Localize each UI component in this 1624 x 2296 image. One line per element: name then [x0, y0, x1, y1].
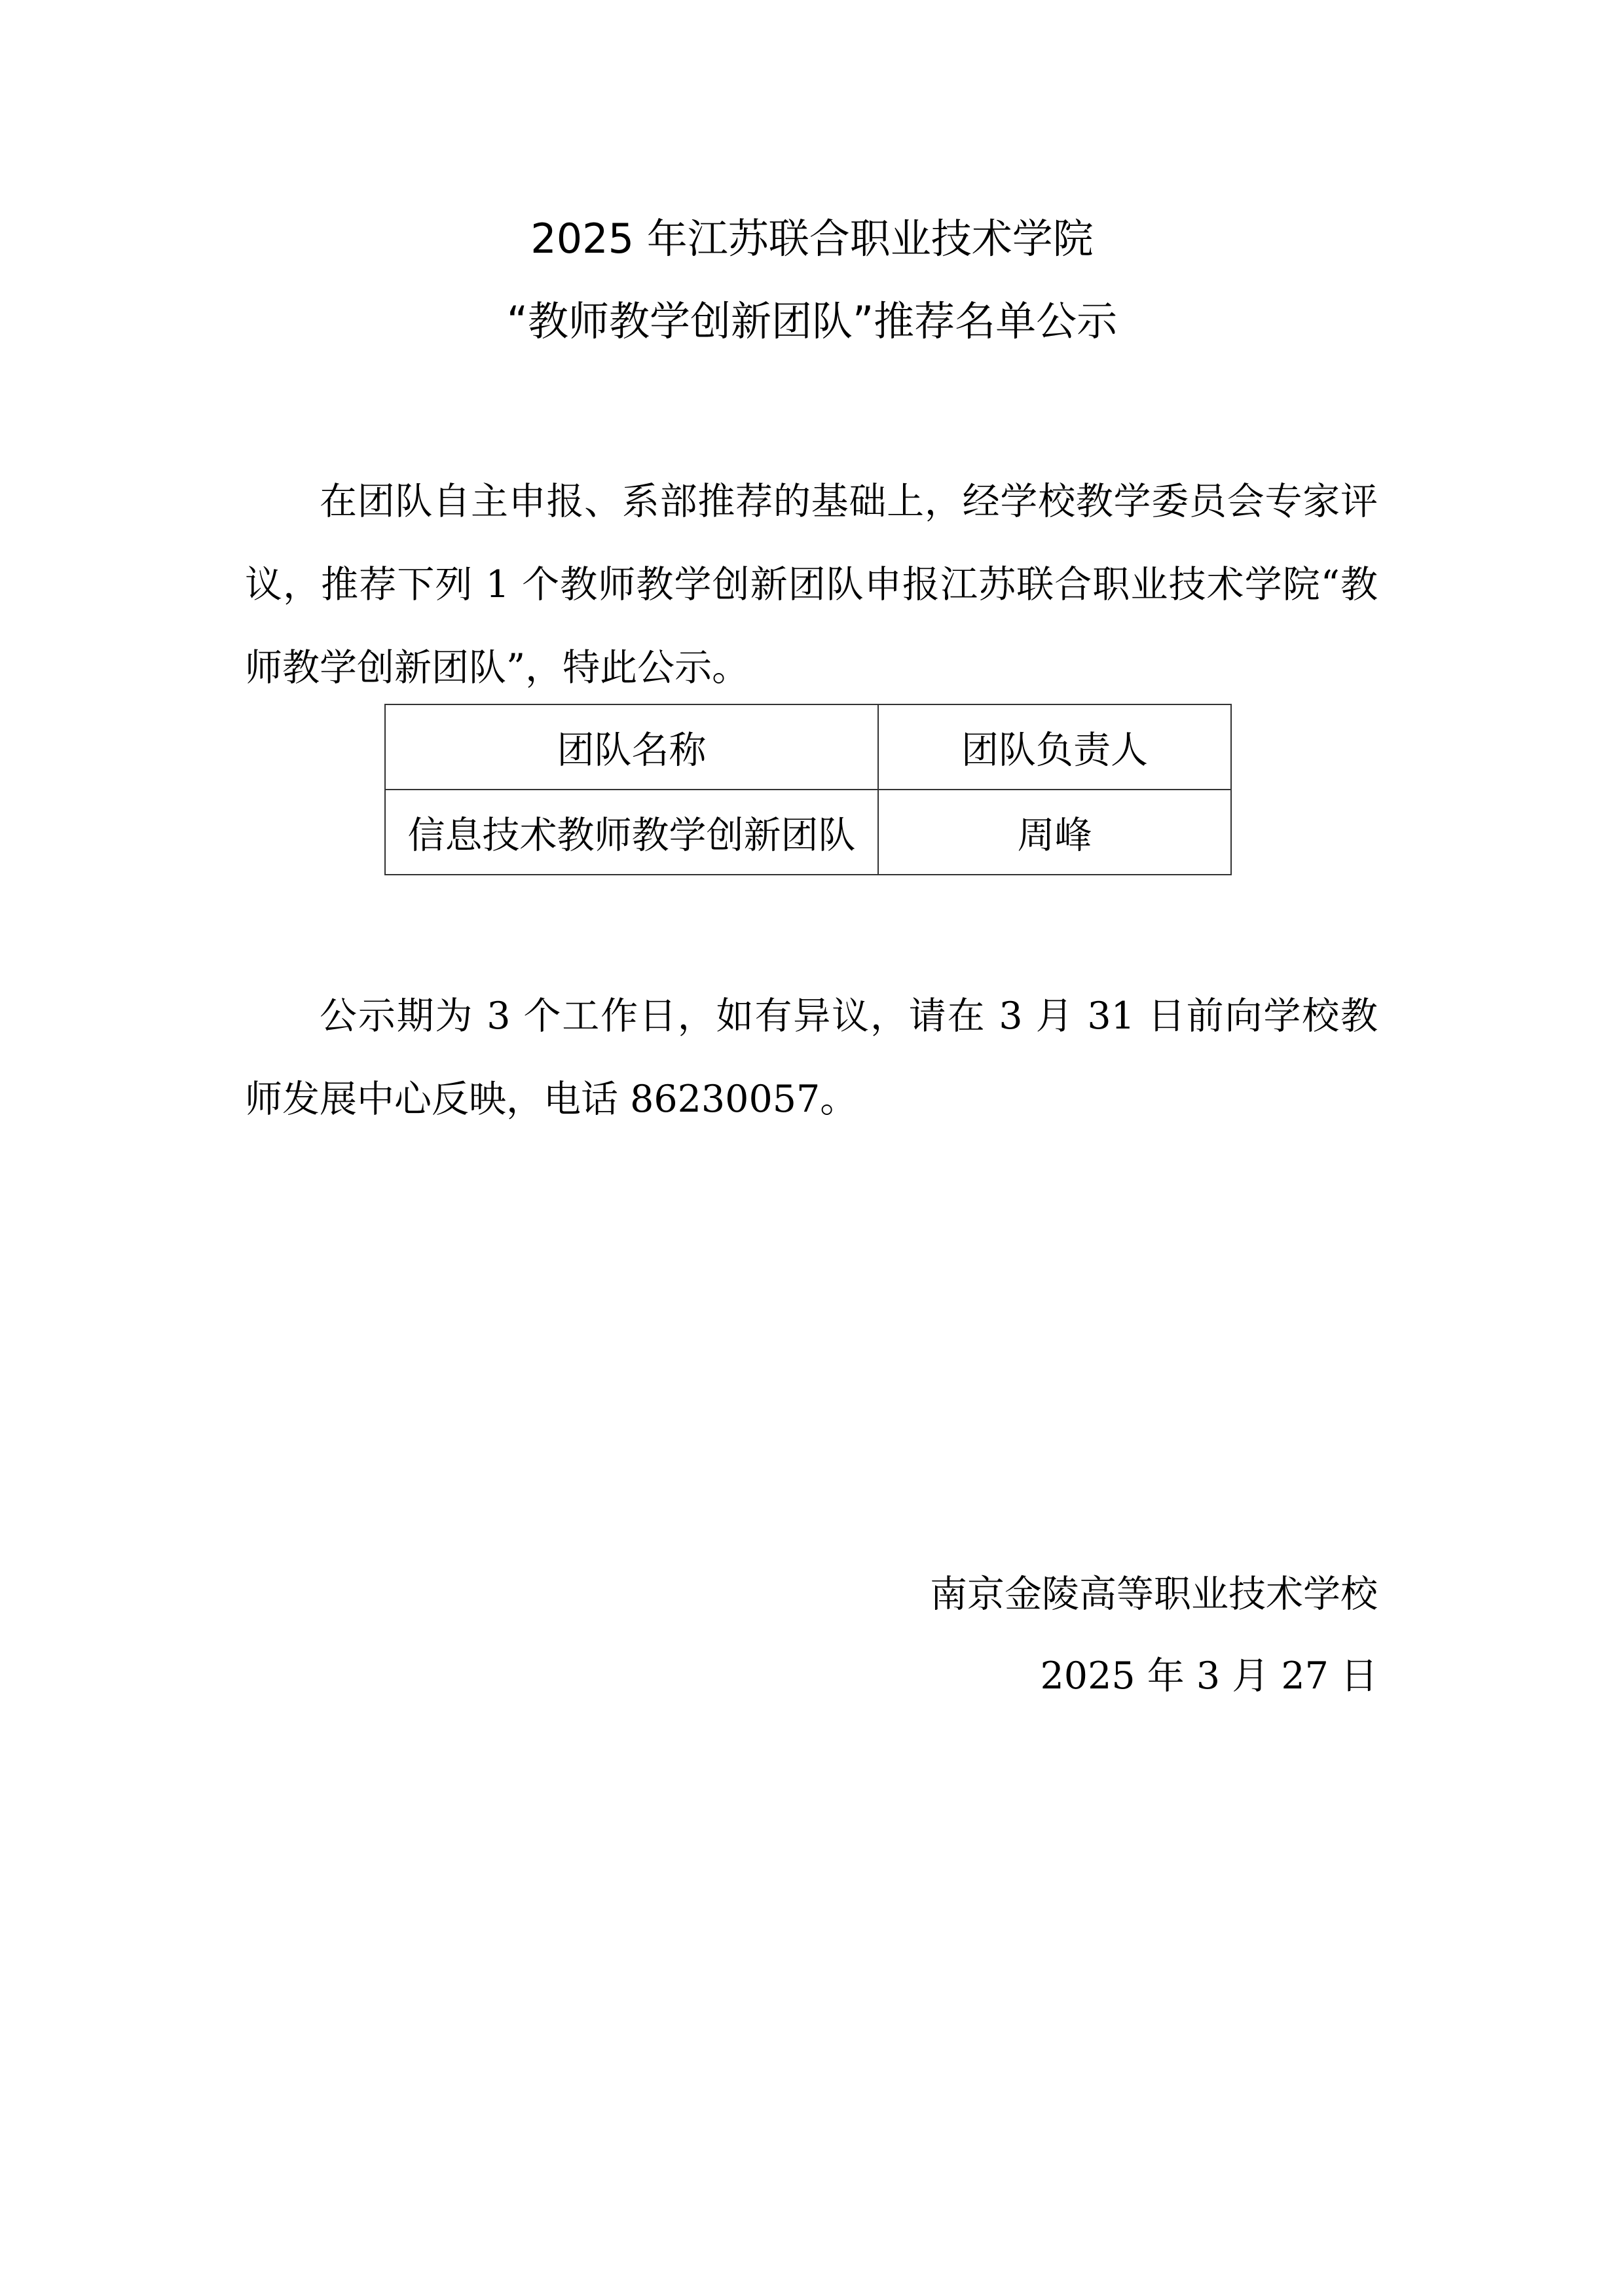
signature-date: 2025 年 3 月 27 日 — [1040, 1654, 1378, 1698]
cell-team-leader: 周峰 — [878, 790, 1231, 875]
document-title-line-2: “教师教学创新团队”推荐名单公示 — [506, 297, 1118, 345]
document-title-line-1: 2025 年江苏联合职业技术学院 — [530, 215, 1094, 263]
header-team-leader: 团队负责人 — [878, 704, 1231, 790]
header-team-name: 团队名称 — [385, 704, 878, 790]
table-row — [385, 790, 1231, 875]
notice-paragraph: 公示期为 3 个工作日，如有异议，请在 3 月 31 日前向学校教师发展中心反映，电话 86230057。 — [245, 994, 1378, 1121]
team-table — [384, 704, 1232, 875]
intro-paragraph: 在团队自主申报、系部推荐的基础上，经学校教学委员会专家评议，推荐下列 1 个教师教学创新团队申报江苏联合职业技术学院“教师教学创新团队”，特此公示。 — [245, 480, 1378, 689]
signature-organization: 南京金陵高等职业技术学校 — [930, 1573, 1378, 1616]
cell-team-name: 信息技术教师教学创新团队 — [385, 790, 878, 875]
table-header-row — [385, 704, 1231, 790]
